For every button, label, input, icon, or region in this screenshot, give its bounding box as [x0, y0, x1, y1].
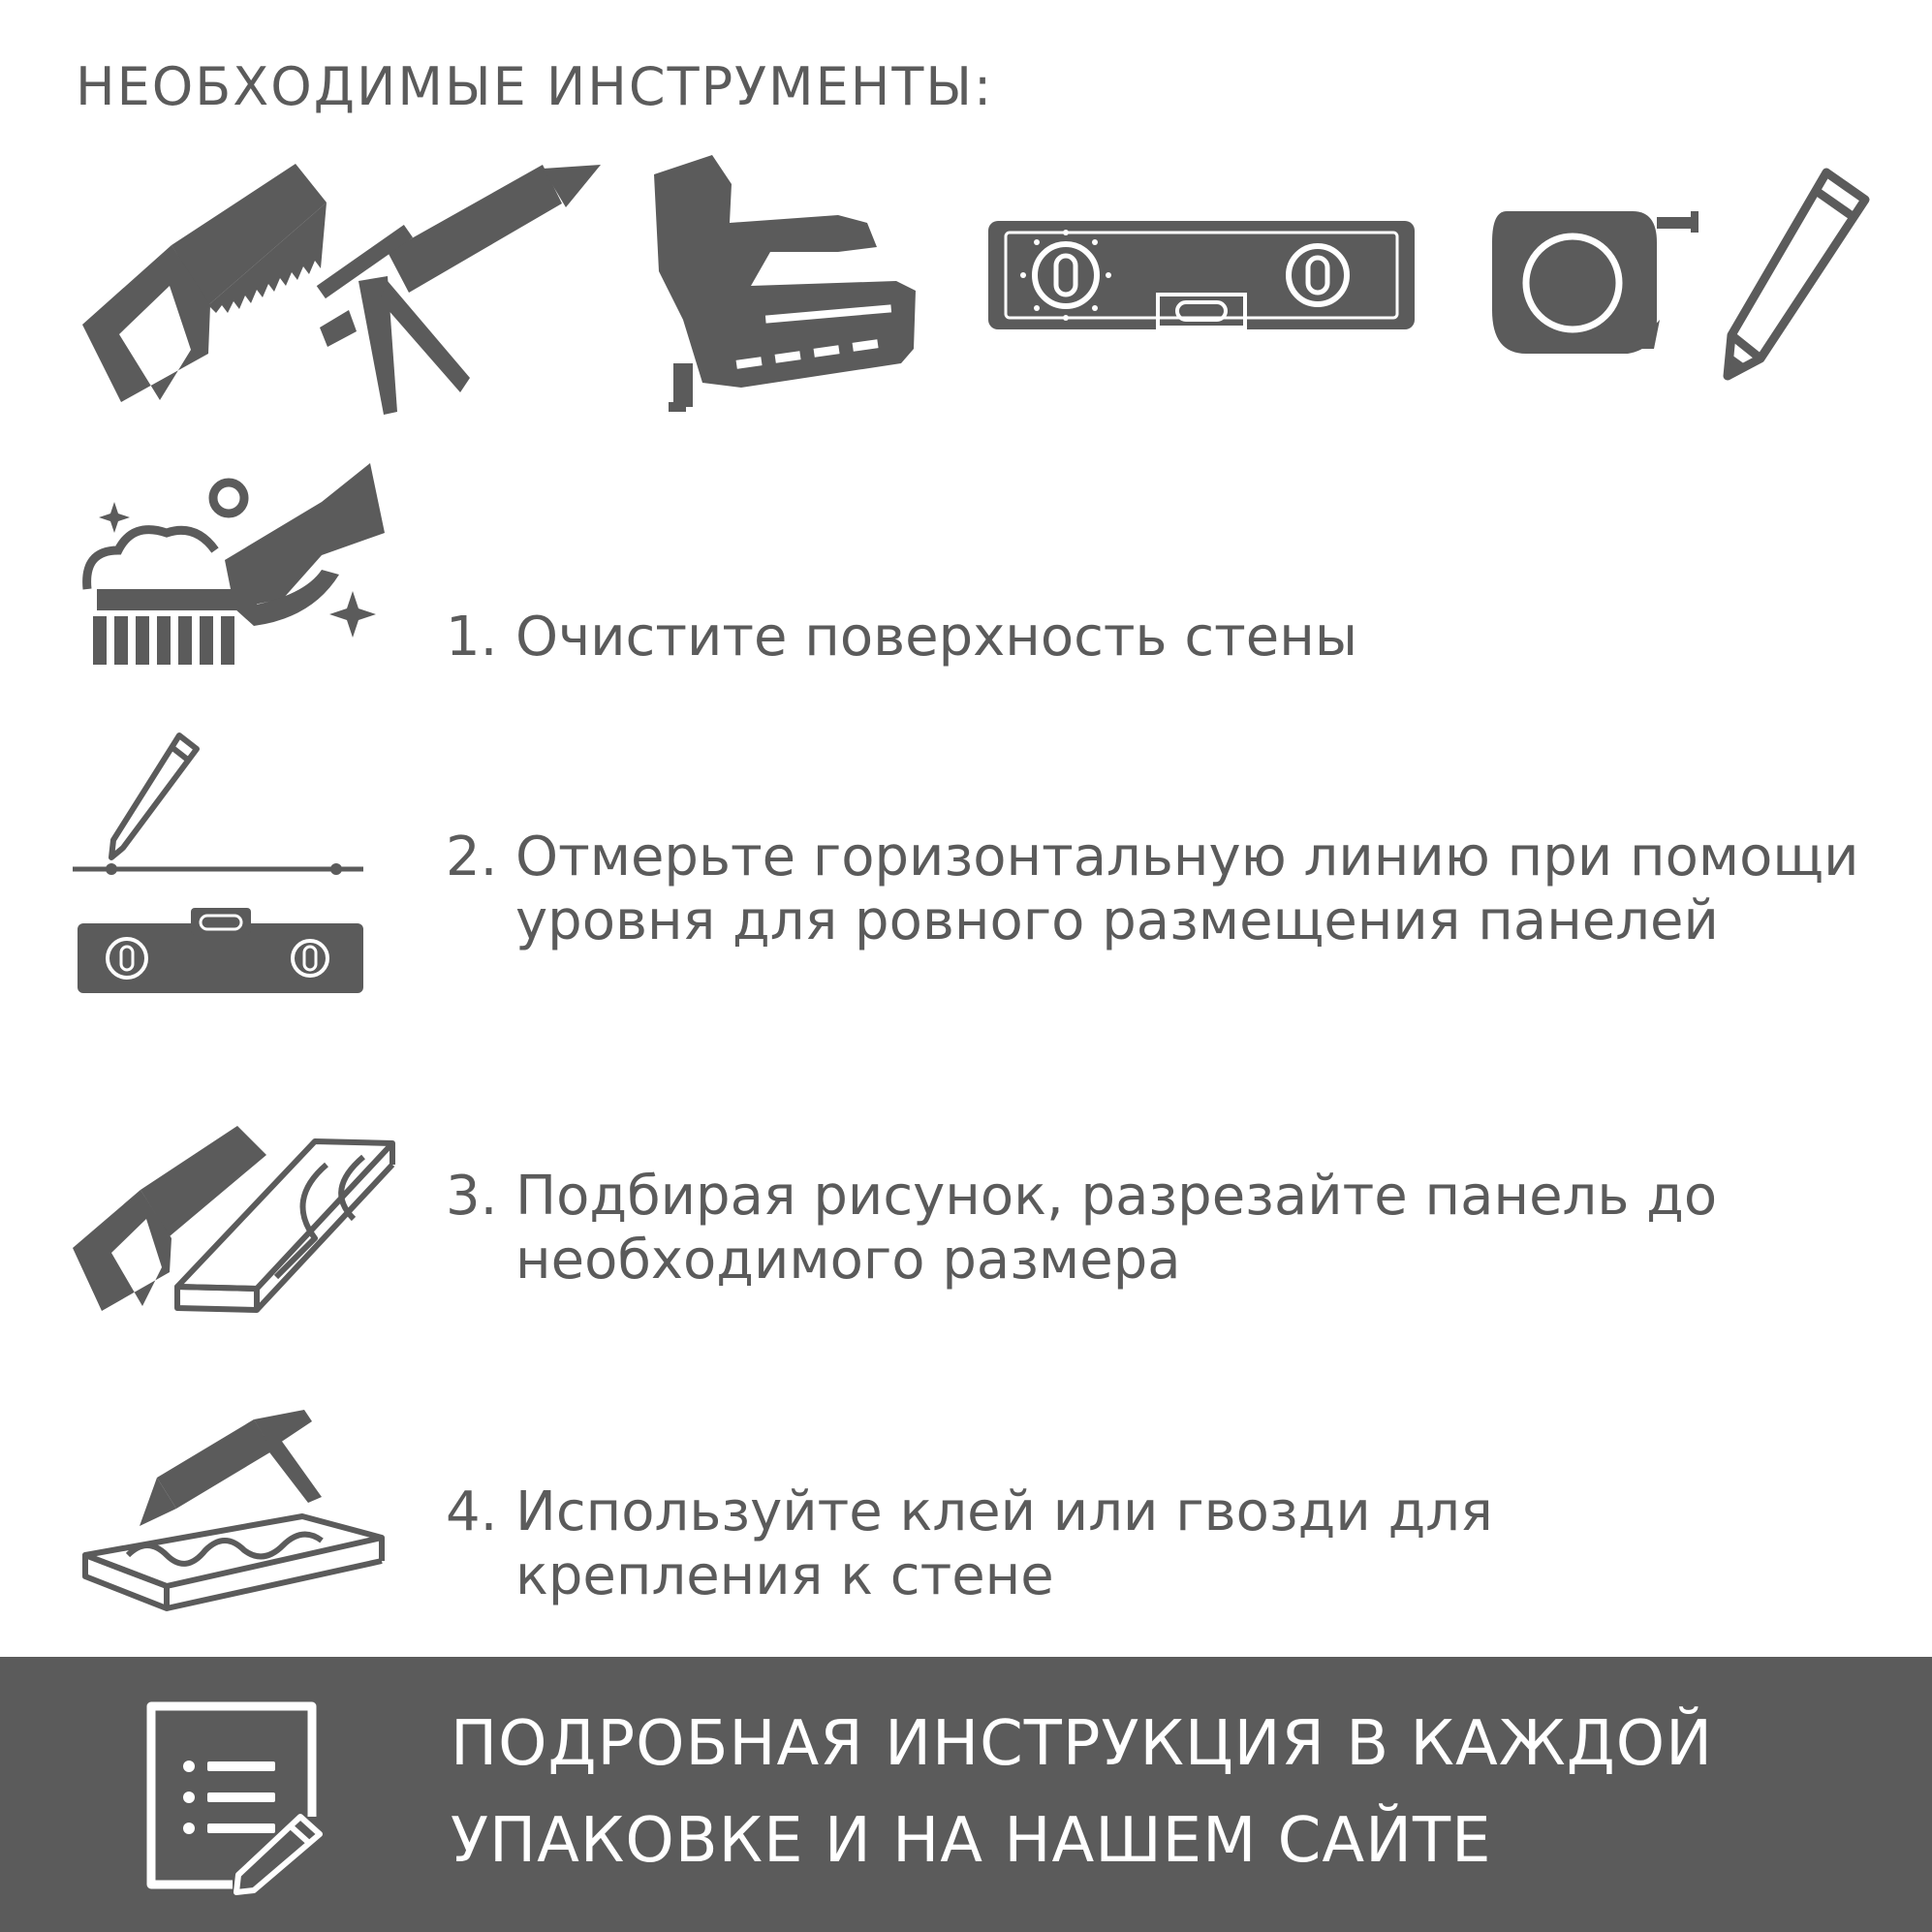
step-4	[446, 1480, 1504, 1608]
spirit-level-icon	[988, 221, 1415, 329]
step-1	[446, 606, 1872, 670]
step-text: Очистите поверхность стены	[515, 606, 1358, 669]
page-title: НЕОБХОДИМЫЕ ИНСТРУМЕНТЫ:	[76, 56, 994, 117]
step-2	[446, 826, 1891, 953]
step-3	[446, 1165, 1814, 1293]
tape-measure-icon	[1487, 203, 1700, 358]
caulking-gun-icon	[320, 165, 606, 417]
step-text: Подбирая рисунок, разрезайте панель до необходимого размера	[515, 1165, 1718, 1292]
cleaning-brush-icon	[79, 463, 390, 667]
saw-icon	[63, 160, 334, 412]
footer-text: ПОДРОБНАЯ ИНСТРУКЦИЯ В КАЖДОЙ УПАКОВКЕ И НА НАШЕМ САЙТЕ	[451, 1708, 1713, 1877]
glue-gun-and-panel-icon	[79, 1410, 390, 1618]
nail-gun-icon	[644, 155, 920, 415]
pencil-and-level-icon	[73, 732, 368, 998]
saw-and-panel-icon	[73, 1122, 402, 1316]
step-text: Используйте клей или гвозди для крепления к стене	[515, 1480, 1493, 1607]
step-number: 3.	[446, 1165, 498, 1228]
step-number: 1.	[446, 606, 498, 669]
step-number: 2.	[446, 826, 498, 888]
step-number: 4.	[446, 1480, 498, 1543]
step-text: Отмерьте горизонтальную линию при помощи уровня для ровного размещения панелей	[515, 826, 1859, 952]
document-pencil-icon	[145, 1700, 329, 1894]
pencil-icon	[1720, 165, 1875, 383]
